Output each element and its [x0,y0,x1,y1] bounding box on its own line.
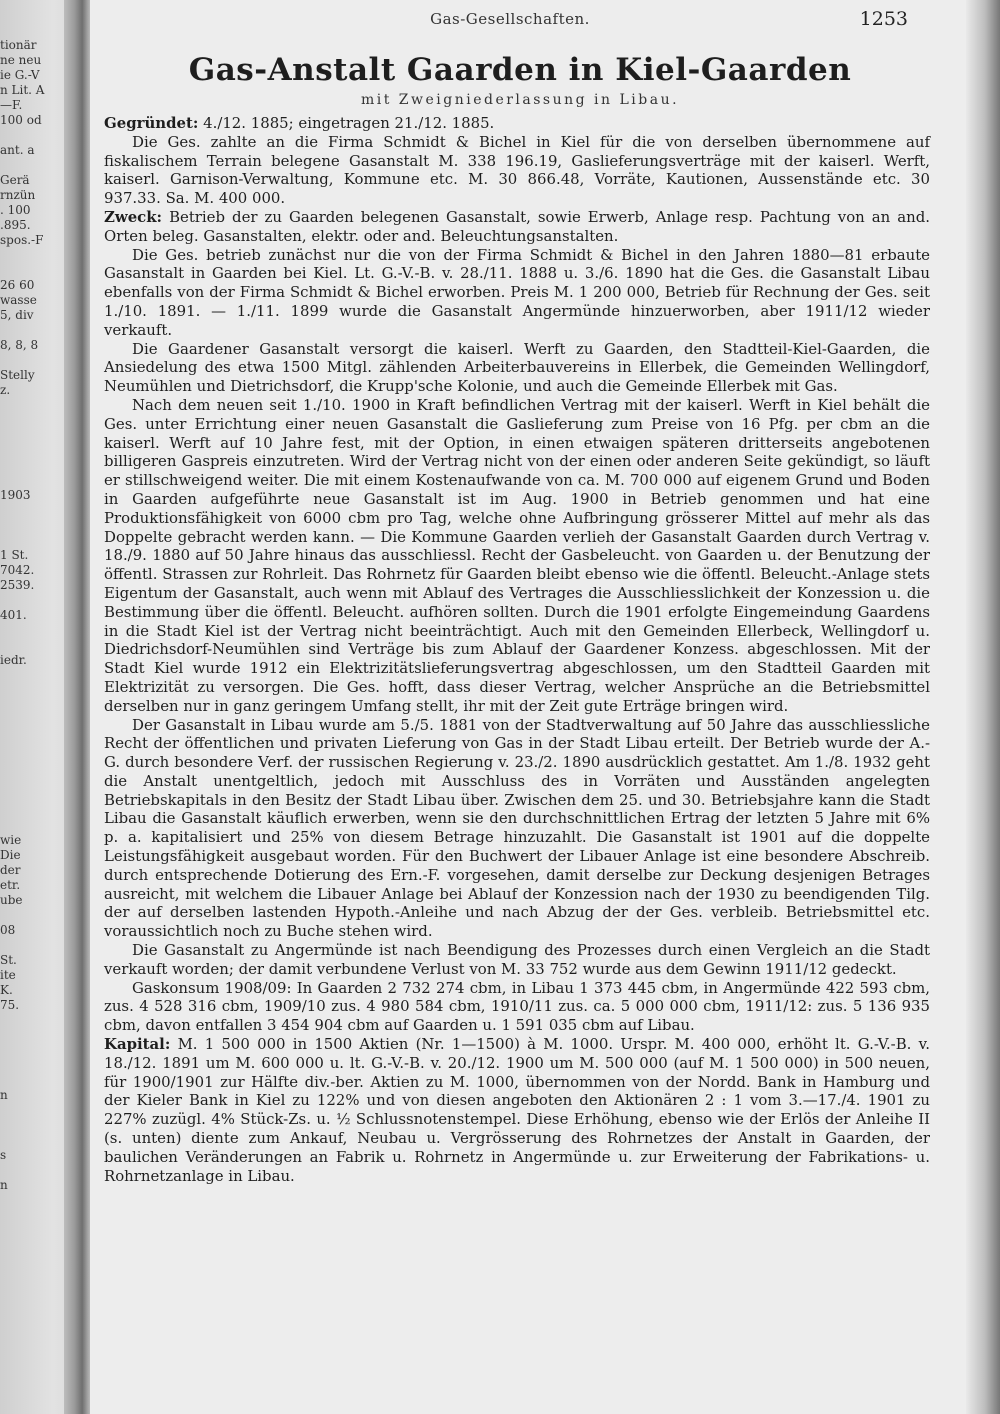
margin-fragment [0,623,64,638]
margin-fragment: 8, 8, 8 [0,338,39,352]
margin-fragment: der [0,863,21,877]
margin-fragment [0,1118,64,1133]
margin-fragment [0,413,64,428]
margin-fragment: ant. a [0,143,35,157]
right-page-shadow [966,0,1000,1414]
margin-fragment [0,773,64,788]
margin-fragment: .895. [0,218,31,232]
margin-fragment [0,743,64,758]
margin-fragment [0,1043,64,1058]
margin-fragment: 1 St. [0,548,29,562]
margin-fragment [0,428,64,443]
angermuende-paragraph: Die Gasanstalt zu Angermünde ist nach Beendigung des Prozesses durch einen Vergleich an die Stadt verkauft worden; der damit verbundene Verlust von M. 33 752 wurde aus dem Gewinn 1911/12 gedeckt. [104,941,930,978]
margin-fragment [0,908,64,923]
founded-text: 4./12. 1885; eingetragen 21./12. 1885. [198,114,495,132]
margin-fragment: Gerä [0,173,30,187]
founded-label: Gegründet: [104,114,199,132]
margin-fragment [0,503,64,518]
margin-fragment: ube [0,893,23,907]
margin-fragment [0,593,64,608]
margin-fragment [0,323,64,338]
margin-fragment [0,938,64,953]
margin-fragment: wie [0,833,22,847]
purpose-text: Betrieb der zu Gaarden belegenen Gasanstalt, sowie Erwerb, Anlage resp. Pachtung von an and. Orten beleg. Gasanstalten, elektr. oder and. Beleuchtungsanstalten. [104,207,930,245]
purpose-label: Zweck: [104,207,163,226]
margin-fragment [0,473,64,488]
libau-paragraph: Der Gasanstalt in Libau wurde am 5./5. 1881 von der Stadtverwaltung auf 50 Jahre das ausschliessliche Recht der öffentlichen und privaten Lieferung von Gas in der Stadt Libau erteilt. Der Betrieb wurde der A.-G. durch besondere Verf. der russischen Regierung v. 23./2. 1890 ausdrücklich gestattet. Am 1./8. 1932 geht die Anstalt unentgeltlich, jedoch mit Ausschluss des in Vorräten und Ausständen angelegten Betriebskapitals in den Besitz der Stadt Libau über. Zwischen dem 25. und 30. Betriebsjahre kann die Stadt Libau die Gasanstalt käuflich erwerben, wenn sie den durchschnittlichen Ertrag der letzten 5 Jahre mit 6% p. a. kapitalisiert und 25% von diesem Betrage hinzuzahlt. Die Gasanstalt ist 1901 auf die doppelte Leistungsfähigkeit ausgebaut worden. Für den Buchwert der Libauer Anlage ist eine besondere Abschreib. durch entsprechende Dotierung des Ern.-F. vorgesehen, damit derselbe zur Deckung desjenigen Betrages ausreicht, mit welchem die Libauer Anlage bei Ablauf der Konzession nach der 1930 zu beendigenden Tilg. der auf derselben lastenden Hypoth.-Anleihe und nach Abzug der der Ges. verbleib. Betriebsmittel etc. voraussichtlich noch zu Buche stehen wird. [104,715,930,941]
margin-fragment: rnzün [0,188,36,202]
margin-fragment: St. [0,953,17,967]
margin-fragment [0,1073,64,1088]
margin-fragment: tionär [0,38,37,52]
margin-fragment [0,263,64,278]
margin-fragment: 1903 [0,488,31,502]
margin-fragment: Die [0,848,21,862]
margin-fragment: ite [0,968,16,982]
margin-fragment [0,1028,64,1043]
margin-fragment: s [0,1148,7,1162]
margin-fragment: n Lit. A [0,83,45,97]
contract-paragraph: Nach dem neuen seit 1./10. 1900 in Kraft befindlichen Vertrag mit der kaiserl. Werft in Kiel behält die Ges. unter Errichtung einer neuen Gasanstalt die Gaslieferung zum Preise von 16 Pfg. per cbm an die kaiserl. Werft auf 10 Jahre fest, mit der Option, in einen etwaigen späteren dritterseits angebotenen billigeren Gaspreis einzutreten. Wird der Vertrag nicht von der einen oder anderen Seite gekündigt, so läuft er stillschweigend weiter. Die mit einem Kostenaufwande von ca. M. 700 000 auf eigenem Grund und Boden in Gaarden aufgeführte neue Gasanstalt ist im Aug. 1900 in Betrieb genommen und hat eine Produktionsfähigkeit von 6000 cbm pro Tag, welche ohne Aufbringung grösserer Mittel auf mehr als das Doppelte gebracht werden kann. — Die Kommune Gaarden verlieh der Gasanstalt Gaarden durch Vertrag v. 18./9. 1880 auf 50 Jahre hinaus das ausschliessl. Recht der Gasbeleucht. von Gaarden u. der Benutzung der öffentl. Strassen zur Rohrleit. Das Rohrnetz für Gaarden bleibt ebenso wie die öffentl. Beleucht.-Anlage stets Eigentum der Gasanstalt, auch wenn mit Ablauf des Vertrages die Ausschliesslichkeit der Konzession u. die Bestimmung über die öffentl. Beleucht. aufhören sollten. Durch die 1901 erfolgte Eingemeindung Gaardens in die Stadt Kiel ist der Vertrag nicht beeinträchtigt. Auch mit den Gemeinden Ellerbeck, Wellingdorf u. Diedrichsdorf-Neumühlen sind Verträge bis zum Ablauf der Gaardener Konzess. abgeschlossen. Mit der Stadt Kiel wurde 1912 ein Elektrizitätslieferungsvertrag abgeschlossen, um den Stadtteil Gaarden mit Elektrizität zu versorgen. Die Ges. hofft, dass dieser Vertrag, welcher Ansprüche an die Betriebsmittel derselben nur in ganz geringem Umfang stellt, ihr mit der Zeit gute Erträge bringen wird. [104,395,930,715]
margin-fragment: 7042. [0,563,35,577]
margin-fragment [0,398,64,413]
margin-fragment [0,818,64,833]
capital-text: M. 1 500 000 in 1500 Aktien (Nr. 1—1500) à M. 1000. Urspr. M. 400 000, erhöht lt. G.-V.-B. v. 18./12. 1891 um M. 600 000 u. lt. G.-V.-B. v. 20./12. 1900 um M. 500 000 (auf M. 1 500 000) in 500 neuen, für 1900/1901 zur Hälfte div.-ber. Aktien zu M. 1000, übernommen von der Nordd. Bank in Hamburg und der Kieler Bank in Kiel zu 122% und von diesen angeboten den Aktionären 2 : 1 vom 3.—17./4. 1901 zu 227% zuzügl. 4% Stück-Zs. u. ½ Schlussnotenstempel. Diese Erhöhung, ebenso wie der Erlös der Anleihe II (s. unten) diente zum Ankauf, Neubau u. Vergrösserung des Rohrnetzes der Anstalt in Gaarden, der baulichen Veränderungen an Fabrik u. Rohrnetz in Angermünde u. zur Erweiterung der Fabrikations- u. Rohrnetzanlage in Libau. [104,1035,930,1185]
margin-fragment [0,683,64,698]
page-number: 1253 [859,8,908,30]
capital-label: Kapital: [104,1035,171,1054]
margin-fragment: n [0,1088,8,1102]
margin-fragment [0,638,64,653]
margin-fragment: 26 60 [0,278,35,292]
margin-fragment: wasse [0,293,37,307]
margin-fragment: . 100 [0,203,31,217]
gas-consumption-paragraph: Gaskonsum 1908/09: In Gaarden 2 732 274 cbm, in Libau 1 373 445 cbm, in Angermünde 422 593 cbm, zus. 4 528 316 cbm, 1909/10 zus. 4 980 584 cbm, 1910/11 zus. ca. 5 000 000 cbm, 1911/12: zus. 5 136 935 cbm, davon entfallen 3 454 904 cbm auf Gaarden u. 1 591 035 cbm auf Libau. [104,978,930,1035]
running-head: Gas-Gesellschaften. [430,10,590,28]
margin-fragment [0,518,64,533]
capital-paragraph [104,1035,930,1185]
margin-fragment [0,788,64,803]
founded-paragraph [104,114,930,133]
margin-fragment: 75. [0,998,20,1012]
margin-fragment: ie G.-V [0,68,40,82]
margin-fragment: 401. [0,608,27,622]
purchase-paragraph: Die Ges. zahlte an die Firma Schmidt & Bichel in Kiel für die von derselben übernommene auf fiskalischem Terrain belegene Gasanstalt M. 338 196.19, Gaslieferungsverträge mit der kaiserl. Werft, kaiserl. Garnison-Verwaltung, Kommune etc. M. 30 866.48, Vorräte, Kautionen, Aussenstände etc. 30 937.33. Sa. M. 400 000. [104,132,930,208]
margin-fragment: etr. [0,878,21,892]
margin-fragment [0,128,64,143]
margin-fragment [0,158,64,173]
margin-fragment [0,533,64,548]
page-fold [64,0,90,1414]
margin-fragment [0,443,64,458]
margin-fragment: K. [0,983,13,997]
margin-fragment: z. [0,383,11,397]
margin-fragment [0,728,64,743]
margin-fragment [0,1013,64,1028]
margin-fragment [0,1163,64,1178]
margin-fragment: 5, div [0,308,34,322]
margin-fragment [0,758,64,773]
operation-paragraph: Die Ges. betrieb zunächst nur die von der Firma Schmidt & Bichel in den Jahren 1880—81 erbaute Gasanstalt in Gaarden bei Kiel. Lt. G.-V.-B. v. 28./11. 1888 u. 3./6. 1890 hat die Ges. die Gasanstalt Libau ebenfalls von der Firma Schmidt & Bichel erworben. Preis M. 1 200 000, Betrieb für Rechnung der Ges. seit 1./10. 1891. — 1./11. 1899 wurde die Gasanstalt Angermünde hinzuerworben, aber 1911/12 wieder verkauft. [104,245,930,339]
margin-fragment [0,713,64,728]
margin-fragment [0,698,64,713]
margin-fragment [0,668,64,683]
margin-fragment [0,458,64,473]
margin-fragment [0,803,64,818]
article-body [104,114,930,1185]
margin-fragment [0,1058,64,1073]
margin-fragment: 08 [0,923,16,937]
margin-fragment [0,1133,64,1148]
margin-fragment: iedr. [0,653,27,667]
purpose-paragraph [104,208,930,246]
margin-fragment: Stelly [0,368,35,382]
page-title: Gas-Anstalt Gaarden in Kiel-Gaarden [188,52,852,88]
margin-fragment [0,248,64,263]
supply-paragraph: Die Gaardener Gasanstalt versorgt die kaiserl. Werft zu Gaarden, den Stadtteil-Kiel-Gaarden, die Ansiedelung des etwa 1500 Mitgl. zählenden Arbeiterbauvereins in Ellerbek, die Gemeinden Wellingdorf, Neumühlen und Dietrichsdorf, die Krupp'sche Kolonie, und auch die Gemeinde Ellerbek mit Gas. [104,339,930,396]
margin-fragment [0,353,64,368]
margin-fragment: 100 od [0,113,42,127]
margin-fragment [0,1103,64,1118]
facing-page-fragments [0,38,64,1193]
margin-fragment: n [0,1178,8,1192]
margin-fragment: spos.-F [0,233,44,247]
margin-fragment: ne neu [0,53,42,67]
page-subtitle: mit Zweigniederlassung in Libau. [360,92,680,108]
margin-fragment: 2539. [0,578,35,592]
margin-fragment: —F. [0,98,23,112]
